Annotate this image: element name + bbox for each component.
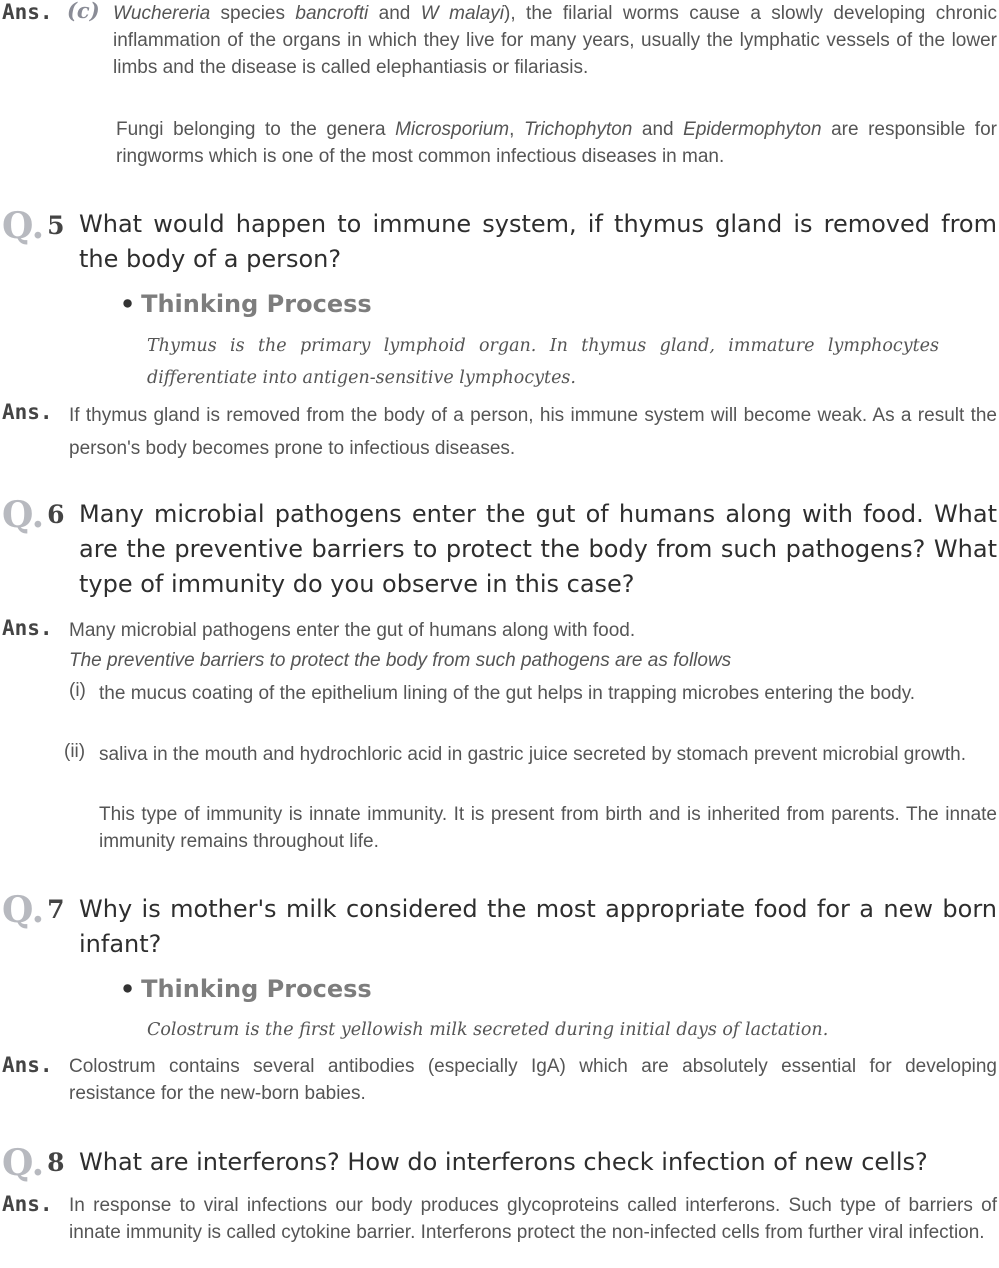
list-item-number: (ii): [64, 741, 86, 762]
question-label: [2, 1142, 65, 1184]
list-item-text: saliva in the mouth and hydrochloric acid in gastric juice secreted by stomach prevent microbial growth.: [99, 744, 967, 765]
thinking-process-heading: ⚫ Thinking Process: [120, 975, 372, 1003]
list-item-number: (i): [69, 680, 86, 701]
answer-text: If thymus gland is removed from the body of a person, his immune system will become weak. As a result the person's body becomes prone to infectious diseases.: [69, 405, 997, 459]
answer-label: Ans.: [2, 400, 53, 424]
question-number: 6: [47, 500, 65, 529]
answer-paragraph: Fungi belonging to the genera Microsporium, Trichophyton and Epidermophyton are responsible for ringworms which is one of the most common infectious diseases in man.: [116, 119, 997, 167]
question-number: 8: [47, 1148, 65, 1177]
answer-lead: The preventive barriers to protect the body from such pathogens are as follows: [69, 650, 732, 671]
question-letter: Q.: [2, 1142, 45, 1184]
answer-paragraph: Wuchereria species bancrofti and W malayi), the filarial worms cause a slowly developing chronic inflammation of the organs in which they live for many years, usually the lymphatic vessels of the lower limbs and the disease is called elephantiasis or filariasis.: [113, 3, 997, 78]
question-text: What are interferons? How do interferons check infection of new cells?: [79, 1148, 928, 1176]
question-label: [2, 494, 65, 536]
answer-conclusion: This type of immunity is innate immunity. It is present from birth and is inherited from parents. The innate immunity remains throughout life.: [99, 804, 997, 852]
bulb-icon: ⚫: [120, 979, 136, 1000]
question-number: 7: [47, 895, 65, 924]
answer-intro: Many microbial pathogens enter the gut of humans along with food.: [69, 620, 636, 641]
answer-label: Ans.: [2, 0, 53, 24]
bulb-icon: ⚫: [120, 294, 136, 315]
thinking-process-text: Thymus is the primary lymphoid organ. In thymus gland, immature lymphocytes differentiate into antigen-sensitive lymphocytes.: [147, 336, 939, 388]
question-letter: Q.: [2, 889, 45, 931]
answer-text: Colostrum contains several antibodies (especially IgA) which are absolutely essential for developing resistance for the new-born babies.: [69, 1056, 997, 1104]
answer-label: Ans.: [2, 616, 53, 640]
answer-option: [63, 0, 100, 24]
question-label: [2, 889, 65, 931]
thinking-process-text: Colostrum is the first yellowish milk secreted during initial days of lactation.: [147, 1020, 829, 1040]
question-letter: Q.: [2, 494, 45, 536]
question-number: 5: [47, 211, 65, 240]
question-label: [2, 205, 65, 247]
list-item-text: the mucus coating of the epithelium lining of the gut helps in trapping microbes entering the body.: [99, 683, 916, 704]
question-text: Many microbial pathogens enter the gut of humans along with food. What are the preventive barriers to protect the body from such pathogens? What type of immunity do you observe in this case?: [79, 500, 997, 598]
answer-label: Ans.: [2, 1053, 53, 1077]
question-text: What would happen to immune system, if thymus gland is removed from the body of a person?: [79, 210, 997, 273]
question-letter: Q.: [2, 205, 45, 247]
answer-label: Ans.: [2, 1192, 53, 1216]
option-label: (c): [67, 0, 100, 23]
thinking-process-heading: ⚫ Thinking Process: [120, 290, 372, 318]
question-text: Why is mother's milk considered the most appropriate food for a new born infant?: [79, 895, 997, 958]
answer-text: In response to viral infections our body produces glycoproteins called interferons. Such type of barriers of innate immunity is called cytokine barrier. Interferons protect the non-infected cells from further viral infection.: [69, 1195, 997, 1243]
